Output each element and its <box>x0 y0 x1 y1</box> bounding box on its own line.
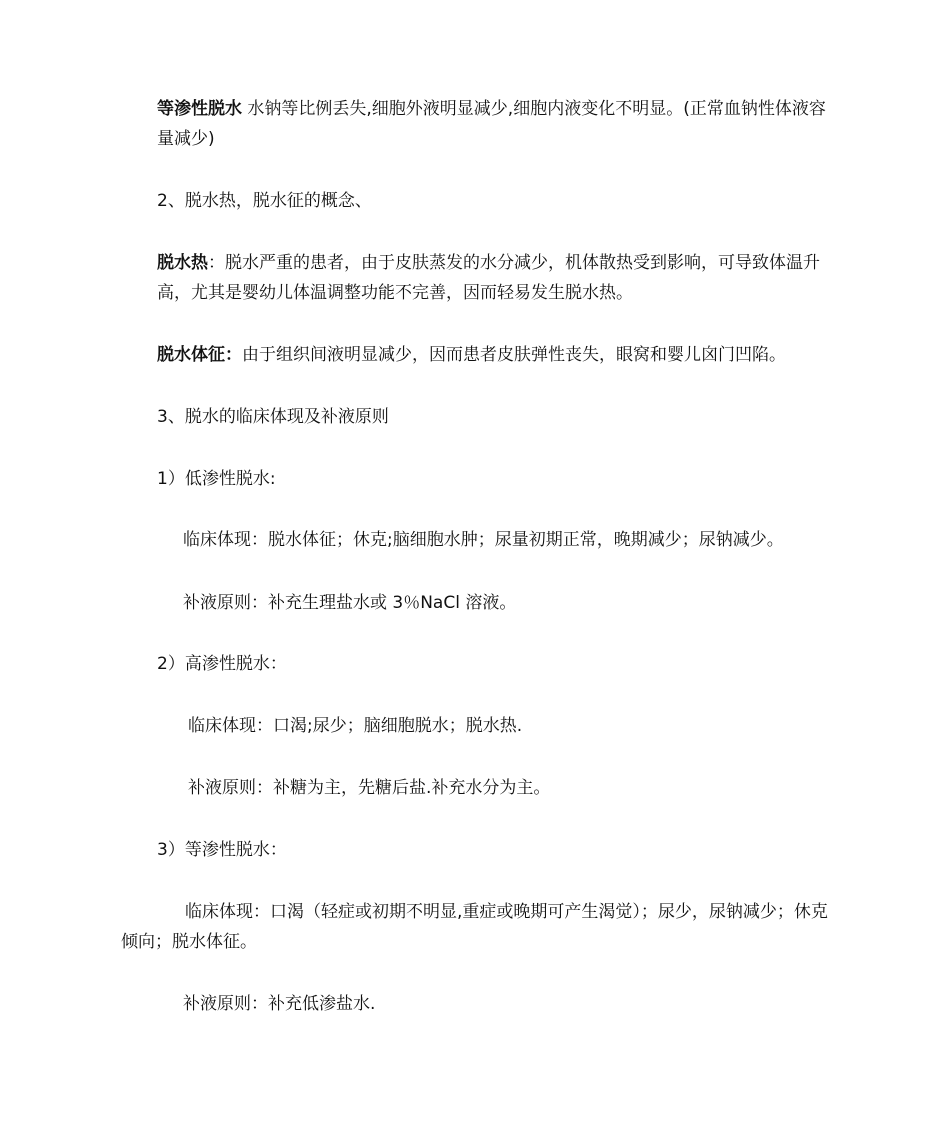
section-heading-2: 2、脱水热，脱水征的概念、 <box>157 191 372 211</box>
term-isotonic-dehydration: 等渗性脱水 <box>157 99 242 119</box>
dehydration-fever-text: ：脱水严重的患者，由于皮肤蒸发的水分减少，机体散热受到影响，可导致体温升高，尤其是婴幼儿体温调整功能不完善，因而轻易发生脱水热。 <box>157 253 820 303</box>
subheading-hypertonic: 2）高渗性脱水： <box>157 654 287 674</box>
paragraph-isotonic-definition <box>121 94 841 154</box>
hypotonic-clinical: 临床体现：脱水体征；休克;脑细胞水肿；尿量初期正常，晚期减少；尿钠减少。 <box>183 530 784 550</box>
subheading-isotonic: 3）等渗性脱水： <box>157 840 287 860</box>
isotonic-clinical: 临床体现：口渴（轻症或初期不明显,重症或晚期可产生渴觉）；尿少，尿钠减少；休克倾向；脱水体征。 <box>121 902 828 952</box>
hypotonic-fluid-principle: 补液原则：补充生理盐水或 3％NaCl 溶液。 <box>183 593 517 613</box>
term-dehydration-signs: 脱水体征： <box>157 345 242 365</box>
isotonic-fluid-principle: 补液原则：补充低渗盐水. <box>183 994 376 1014</box>
subheading-hypotonic: 1）低渗性脱水: <box>157 469 276 489</box>
paragraph-dehydration-fever <box>121 248 841 308</box>
section-heading-3: 3、脱水的临床体现及补液原则 <box>157 407 389 427</box>
paragraph-dehydration-signs <box>121 340 841 370</box>
hypertonic-fluid-principle: 补液原则：补糖为主，先糖后盐.补充水分为主。 <box>188 778 551 798</box>
dehydration-signs-text: 由于组织间液明显减少，因而患者皮肤弹性丧失，眼窝和婴儿囟门凹陷。 <box>242 345 786 365</box>
hypertonic-clinical: 临床体现：口渴;尿少；脑细胞脱水；脱水热. <box>188 716 523 736</box>
isotonic-definition-text: 水钠等比例丢失,细胞外液明显减少,细胞内液变化不明显。(正常血钠性体液容量减少) <box>157 99 826 149</box>
term-dehydration-fever: 脱水热 <box>157 253 208 273</box>
